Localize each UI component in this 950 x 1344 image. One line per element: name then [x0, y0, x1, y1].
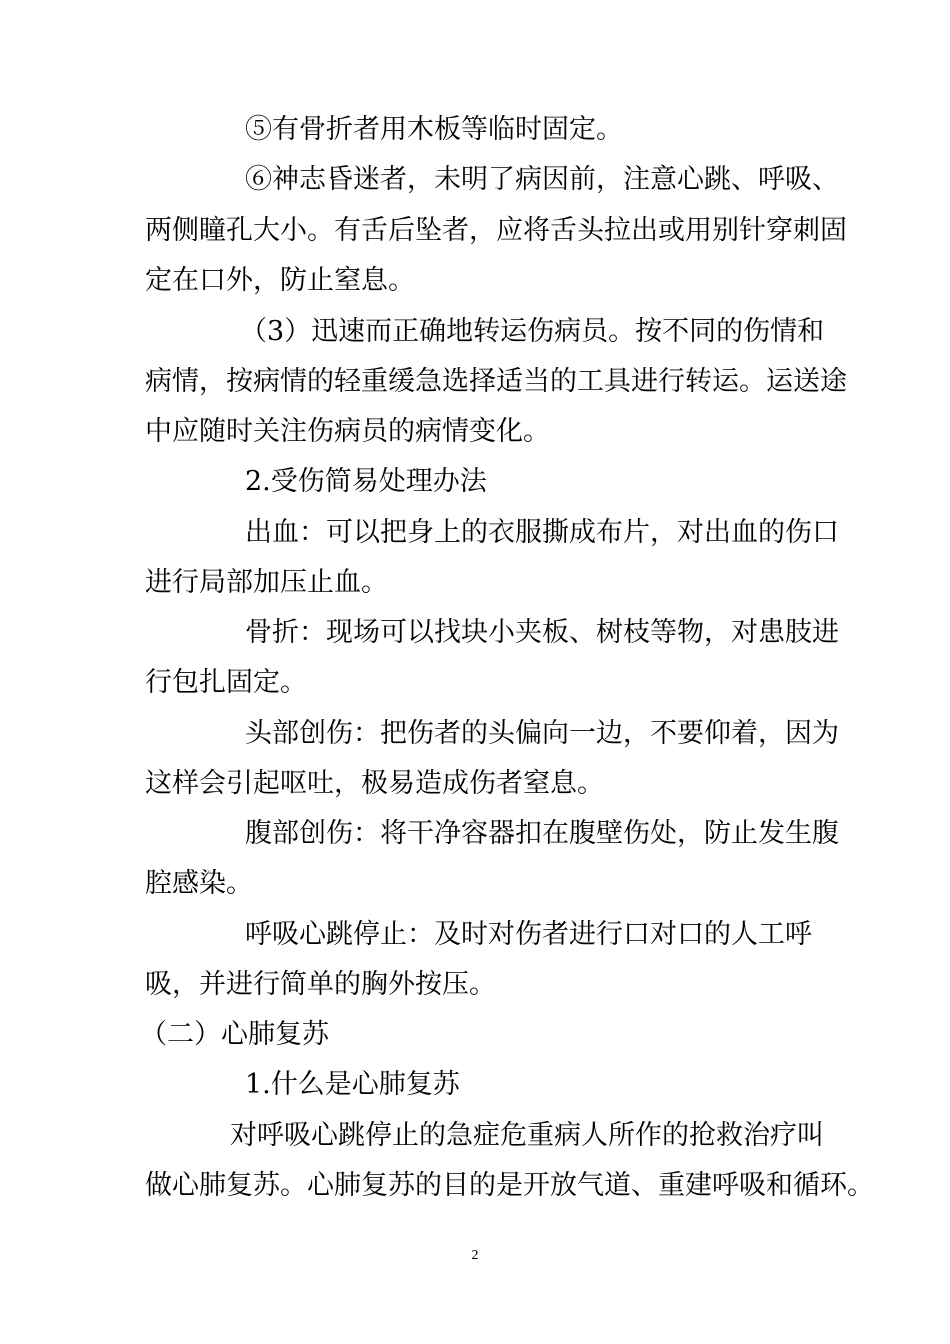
- text-line: 骨折：现场可以找块小夹板、树枝等物，对患肢进: [245, 617, 839, 648]
- section-heading: 2.受伤简易处理办法: [245, 466, 487, 497]
- text-line: 腔感染。: [145, 868, 253, 899]
- text-line: （3）迅速而正确地转运伤病员。按不同的伤情和: [240, 316, 825, 347]
- text-line: 行包扎固定。: [145, 667, 307, 698]
- text-line: 病情，按病情的轻重缓急选择适当的工具进行转运。运送途: [145, 366, 847, 397]
- text-line: 出血：可以把身上的衣服撕成布片，对出血的伤口: [245, 517, 839, 548]
- text-line: 做心肺复苏。心肺复苏的目的是开放气道、重建呼吸和循环。: [145, 1170, 874, 1201]
- text-line: 呼吸心跳停止：及时对伤者进行口对口的人工呼: [245, 919, 812, 950]
- text-line: 两侧瞳孔大小。有舌后坠者，应将舌头拉出或用别针穿刺固: [145, 215, 847, 246]
- text-line: 吸，并进行简单的胸外按压。: [145, 969, 496, 1000]
- text-line: 定在口外，防止窒息。: [145, 265, 415, 296]
- page-number: 2: [471, 1248, 479, 1263]
- text-line: 中应随时关注伤病员的病情变化。: [145, 416, 550, 447]
- section-heading: （二）心肺复苏: [140, 1019, 329, 1050]
- text-line: 对呼吸心跳停止的急症危重病人所作的抢救治疗叫: [230, 1120, 824, 1151]
- section-heading: 1.什么是心肺复苏: [245, 1069, 460, 1100]
- text-line: 头部创伤：把伤者的头偏向一边，不要仰着，因为: [245, 718, 839, 749]
- text-line: ⑤有骨折者用木板等临时固定。: [245, 114, 623, 145]
- text-line: ⑥神志昏迷者，未明了病因前，注意心跳、呼吸、: [245, 164, 839, 195]
- text-line: 这样会引起呕吐，极易造成伤者窒息。: [145, 768, 604, 799]
- text-line: 进行局部加压止血。: [145, 567, 388, 598]
- text-line: 腹部创伤：将干净容器扣在腹壁伤处，防止发生腹: [245, 818, 839, 849]
